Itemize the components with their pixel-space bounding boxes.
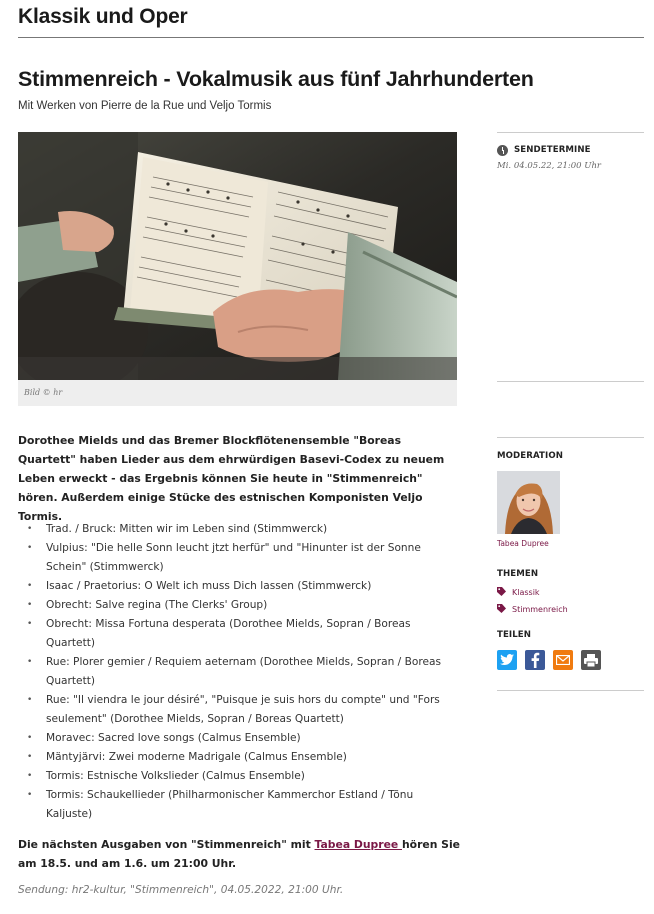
moderation-heading: MODERATION: [497, 451, 564, 461]
moderator-name-link[interactable]: Tabea Dupree: [497, 539, 549, 548]
list-item: • Mäntyjärvi: Zwei moderne Madrigale (Calmus Ensemble): [27, 748, 459, 767]
share-facebook-button[interactable]: [525, 650, 545, 670]
list-item: • Isaac / Praetorius: O Welt ich muss Dich lassen (Stimmwerck): [27, 577, 459, 596]
next-episodes-prefix: Die nächsten Ausgaben von "Stimmenreich" mit: [18, 838, 315, 851]
track-list: [27, 520, 459, 824]
article-image: [18, 132, 457, 406]
list-item: • Moravec: Sacred love songs (Calmus Ensemble): [27, 729, 459, 748]
facebook-icon: [530, 652, 540, 668]
print-icon: [584, 654, 598, 667]
share-mail-button[interactable]: [553, 650, 573, 670]
tag-icon: [497, 587, 506, 598]
list-item: • Rue: "Il viendra le jour désiré", "Puisque je suis hors du compte" und "Fors seulement" (Dorothee Mields, Sopran / Boreas Quartett): [27, 691, 459, 729]
page-subtitle: Mit Werken von Pierre de la Rue und Veljo Tormis: [18, 100, 272, 112]
topic-label: Klassik: [512, 588, 540, 597]
twitter-icon: [500, 654, 514, 666]
topic-label: Stimmenreich: [512, 605, 568, 614]
list-item: • Vulpius: "Die helle Sonn leucht jtzt herfür" und "Hinunter ist der Sonne Schein" (Stimmwerck): [27, 539, 459, 577]
list-item: • Obrecht: Salve regina (The Clerks' Group): [27, 596, 459, 615]
list-item: • Tormis: Schaukellieder (Philharmonischer Kammerchor Estland / Tõnu Kaljuste): [27, 786, 459, 824]
topic-link-stimmenreich[interactable]: [497, 604, 568, 615]
sendetermine-heading: SENDETERMINE: [514, 145, 591, 155]
next-episodes-suffix: hören Sie am 18.5. und am 1.6. um 21:00 Uhr.: [18, 838, 460, 870]
broadcast-date: Mi. 04.05.22, 21:00 Uhr: [497, 161, 601, 171]
list-item: • Trad. / Bruck: Mitten wir im Leben sind (Stimmwerck): [27, 520, 459, 539]
print-button[interactable]: [581, 650, 601, 670]
section-divider: [18, 37, 644, 38]
themen-heading: THEMEN: [497, 569, 539, 579]
list-item: • Obrecht: Missa Fortuna desperata (Dorothee Mields, Sopran / Boreas Quartett): [27, 615, 459, 653]
moderator-portrait: [497, 471, 560, 534]
list-item: • Tormis: Estnische Volkslieder (Calmus Ensemble): [27, 767, 459, 786]
tag-icon: [497, 604, 506, 615]
teilen-heading: TEILEN: [497, 630, 532, 640]
list-item: • Rue: Plorer gemier / Requiem aeternam (Dorothee Mields, Sopran / Boreas Quartett): [27, 653, 459, 691]
topic-link-klassik[interactable]: [497, 587, 540, 598]
moderator-avatar[interactable]: [497, 471, 560, 534]
sidebar-divider: [497, 437, 644, 438]
image-credit: Bild © hr: [24, 388, 63, 397]
sidebar-divider: [497, 690, 644, 691]
mail-icon: [556, 655, 570, 665]
share-twitter-button[interactable]: [497, 650, 517, 670]
sidebar-divider: [497, 381, 644, 382]
choir-sheet-music-photo: [18, 132, 457, 380]
sidebar-divider: [497, 132, 644, 133]
next-episodes-text: [18, 835, 463, 873]
broadcast-info: Sendung: hr2-kultur, "Stimmenreich", 04.05.2022, 21:00 Uhr.: [18, 884, 344, 896]
moderator-link[interactable]: Tabea Dupree: [314, 838, 402, 851]
clock-icon: [497, 145, 508, 156]
section-title: Klassik und Oper: [18, 5, 188, 28]
article-lead: Dorothee Mields und das Bremer Blockflötenensemble "Boreas Quartett" haben Lieder aus dem ehrwürdigen Basevi-Codex zu neuem Leben erweckt - das Ergebnis können Sie heute in "Stimmenreich" hören. Außerdem einige Stücke des estnischen Komponisten Veljo Tormis.: [18, 434, 445, 523]
page-title: Stimmenreich - Vokalmusik aus fünf Jahrhunderten: [18, 67, 534, 91]
